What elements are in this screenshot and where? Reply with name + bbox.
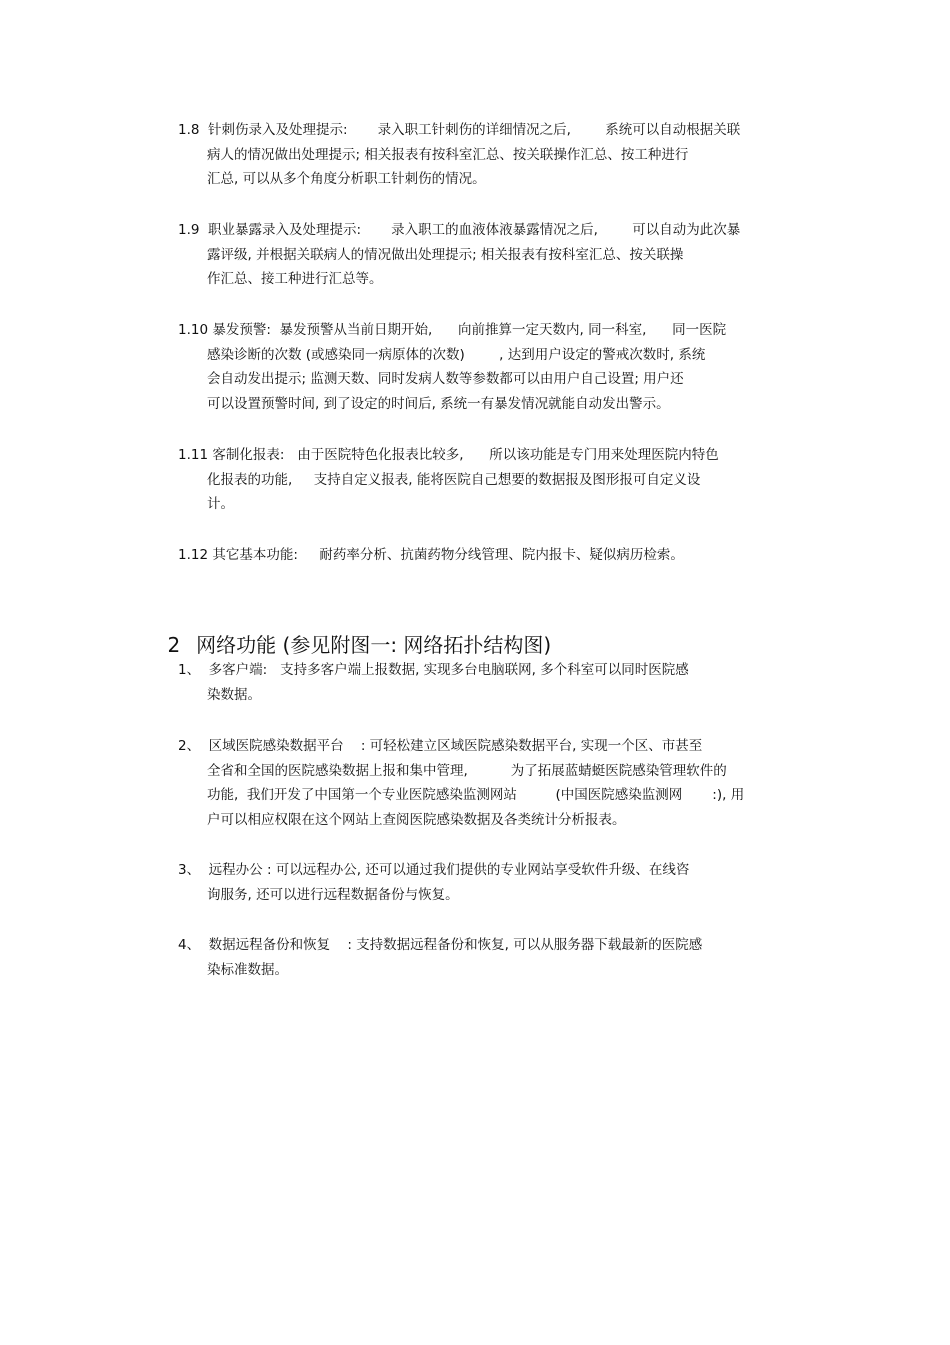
item-1-8 <box>178 118 818 192</box>
list-item-4-line-2: 染标准数据。 <box>207 961 288 978</box>
list-item-3-line-2: 询服务, 还可以进行远程数据备份与恢复。 <box>207 886 459 903</box>
list-item-2 <box>178 734 818 832</box>
item-1-10-line-1: 1.10 暴发预警: 暴发预警从当前日期开始, 向前推算一定天数内, 同一科室, 同一医院 <box>178 322 727 338</box>
list-item-3 <box>178 858 818 907</box>
item-1-8-line-2: 病人的情况做出处理提示; 相关报表有按科室汇总、按关联操作汇总、按工种进行 <box>207 146 689 163</box>
list-item-1-line-2: 染数据。 <box>207 686 261 703</box>
item-1-11 <box>178 443 818 517</box>
item-1-10-line-2: 感染诊断的次数 (或感染同一病原体的次数) , 达到用户设定的警戒次数时, 系统 <box>207 346 706 363</box>
item-1-9-line-1: 1.9 职业暴露录入及处理提示: 录入职工的血液体液暴露情况之后, 可以自动为此次暴 <box>178 222 741 238</box>
item-1-10-line-4: 可以设置预警时间, 到了设定的时间后, 系统一有暴发情况就能自动发出警示。 <box>207 395 670 412</box>
item-1-10 <box>178 318 818 416</box>
list-item-4 <box>178 933 818 982</box>
item-1-8-line-1: 1.8 针刺伤录入及处理提示: 录入职工针刺伤的详细情况之后, 系统可以自动根据关联 <box>178 122 741 138</box>
item-1-11-line-2: 化报表的功能, 支持自定义报表, 能将医院自己想要的数据报及图形报可自定义设 <box>207 471 701 488</box>
list-item-1 <box>178 658 818 707</box>
item-1-11-line-3: 计。 <box>207 496 234 512</box>
item-1-8-line-3: 汇总, 可以从多个角度分析职工针刺伤的情况。 <box>207 171 486 187</box>
list-item-2-line-4: 户可以相应权限在这个网站上查阅医院感染数据及各类统计分析报表。 <box>207 811 626 828</box>
list-item-2-line-1: 2、 区域医院感染数据平台 : 可轻松建立区域医院感染数据平台, 实现一个区、市甚至 <box>178 738 703 754</box>
item-1-11-line-1: 1.11 客制化报表: 由于医院特色化报表比较多, 所以该功能是专门用来处理医院内特色 <box>178 447 719 463</box>
section-number: 2 <box>167 633 181 657</box>
list-item-2-line-2: 全省和全国的医院感染数据上报和集中管理, 为了拓展蓝蜻蜓医院感染管理软件的 <box>207 762 727 779</box>
item-1-10-line-3: 会自动发出提示; 监测天数、同时发病人数等参数都可以由用户自己设置; 用户还 <box>207 371 684 387</box>
section-title: 网络功能 (参见附图一: 网络拓扑结构图) <box>196 633 552 657</box>
list-item-4-line-1: 4、 数据远程备份和恢复 : 支持数据远程备份和恢复, 可以从服务器下载最新的医院感 <box>178 937 703 953</box>
list-item-1-line-1: 1、 多客户端: 支持多客户端上报数据, 实现多台电脑联网, 多个科室可以同时医院感 <box>178 662 689 678</box>
item-1-12 <box>178 543 818 568</box>
item-1-12-line-1: 1.12 其它基本功能: 耐药率分析、抗菌药物分线管理、院内报卡、疑似病历检索。 <box>178 547 684 563</box>
list-item-2-line-3: 功能, 我们开发了中国第一个专业医院感染监测网站 (中国医院感染监测网 :), 用 <box>207 787 745 803</box>
list-item-3-line-1: 3、 远程办公 : 可以远程办公, 还可以通过我们提供的专业网站享受软件升级、在线咨 <box>178 862 690 878</box>
item-1-9-line-3: 作汇总、接工种进行汇总等。 <box>207 271 383 287</box>
item-1-9 <box>178 218 818 292</box>
item-1-9-line-2: 露评级, 并根据关联病人的情况做出处理提示; 相关报表有按科室汇总、按关联操 <box>207 246 684 263</box>
